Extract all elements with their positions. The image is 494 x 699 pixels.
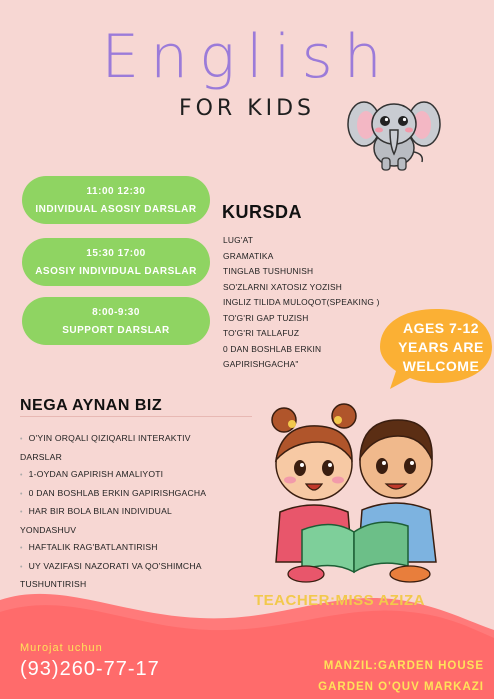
address-block	[318, 656, 484, 698]
kids-reading-illustration	[262, 402, 448, 586]
schedule-time: 15:30 17:00	[86, 247, 146, 259]
list-item: • HAFTALIK RAG'BATLANTIRISH	[20, 542, 158, 552]
address-line: GARDEN O'QUV MARKAZI	[318, 681, 484, 693]
schedule-time: 8:00-9:30	[92, 306, 140, 318]
list-item: • UY VAZIFASI NAZORATI VA QO'SHIMCHA	[20, 560, 202, 571]
bullet-dot-icon: •	[20, 509, 23, 516]
divider	[20, 416, 252, 417]
list-item: TO'G'RI GAP TUZISH	[223, 312, 309, 323]
contact-label: Murojat uchun	[20, 642, 103, 654]
list-item: SO'ZLARNI XATOSIZ YOZISH	[223, 281, 343, 292]
list-item: LUG'AT	[223, 235, 254, 245]
page-subtitle: FOR KIDS	[178, 96, 316, 121]
list-item: • 0 DAN BOSHLAB ERKIN GAPIRISHGACHA	[20, 487, 207, 498]
badge-line: AGES 7-12	[402, 320, 480, 336]
nega-heading: NEGA AYNAN BIZ	[20, 397, 163, 414]
list-item: DARSLAR	[20, 451, 62, 462]
list-item: 0 DAN BOSHLAB ERKIN	[223, 343, 322, 354]
bullet-dot-icon: •	[20, 545, 23, 552]
kursda-heading: KURSDA	[222, 202, 303, 222]
kursda-list	[223, 233, 380, 373]
schedule-label: SUPPORT DARSLAR	[62, 324, 170, 336]
bullet-dot-icon: •	[20, 472, 23, 479]
bullet-dot-icon: •	[20, 490, 23, 498]
teacher-name: TEACHER:MISS AZIZA	[254, 592, 425, 609]
badge-line: YEARS ARE	[398, 339, 484, 355]
list-item: YONDASHUV	[20, 524, 77, 535]
list-item: • O'YIN ORQALI QIZIQARLI INTERAKTIV	[20, 433, 191, 443]
list-item: • HAR BIR BOLA BILAN INDIVIDUAL	[20, 506, 172, 516]
list-item: GRAMATIKA	[223, 250, 274, 261]
list-item: • 1-OYDAN GAPIRISH AMALIYOTI	[20, 469, 164, 479]
list-item: TINGLAB TUSHUNISH	[223, 266, 314, 276]
schedule-pill-2	[22, 238, 210, 286]
schedule-pill-1	[22, 176, 210, 224]
schedule-pill-3	[22, 297, 210, 345]
list-item: TO'G'RI TALLAFUZ	[223, 328, 300, 338]
contact-phone[interactable]: (93)260-77-17	[20, 658, 160, 680]
bullet-dot-icon: •	[20, 436, 23, 443]
list-item: TUSHUNTIRISH	[20, 579, 87, 589]
bullet-dot-icon: •	[20, 563, 23, 571]
address-line: MANZIL:GARDEN HOUSE	[323, 660, 484, 672]
schedule-label: INDIVIDUAL ASOSIY DARSLAR	[35, 203, 197, 215]
page-title: English	[101, 22, 393, 92]
elephant-illustration	[346, 92, 442, 176]
age-badge	[378, 305, 494, 393]
badge-line: WELCOME	[402, 358, 480, 374]
list-item: INGLIZ TILIDA MULOQOT(SPEAKING )	[223, 297, 380, 307]
schedule-label: ASOSIY INDIVIDUAL DARSLAR	[35, 265, 197, 277]
list-item: GAPIRISHGACHA"	[223, 359, 299, 369]
schedule-time: 11:00 12:30	[86, 185, 146, 197]
